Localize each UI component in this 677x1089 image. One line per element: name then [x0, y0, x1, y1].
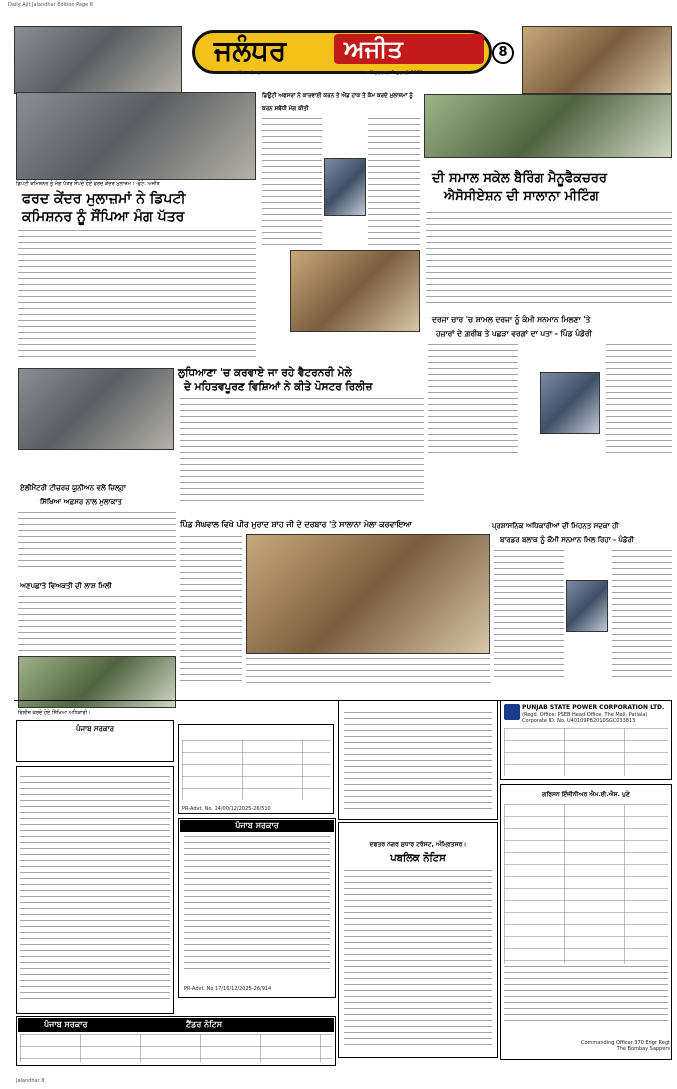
ad-mes-sappers: The Bombay Sappers [616, 1046, 670, 1052]
story6-photo [246, 534, 490, 654]
story8-headline-1: ਪ੍ਰਸ਼ਾਸਨਿਕ ਅਧਿਕਾਰੀਆਂ ਦੀ ਮਿਹਨਤ ਸਦਕਾ ਹੀ [492, 522, 619, 530]
story1-headline-1: ਫਰਦ ਕੇਂਦਰ ਮੁਲਾਜ਼ਮਾਂ ਨੇ ਡਿਪਟੀ [22, 191, 186, 207]
story2-portrait [324, 158, 366, 216]
story1-caption: ਡਿਪਟੀ ਕਮਿਸ਼ਨਰ ਨੂੰ ਮੰਗ ਪੱਤਰ ਸੌਂਪਦੇ ਹੋਏ ਫਰਦ ਕੇਂਦਰ ਮੁਲਾਜ਼ਮ। -ਫੋਟੋ: ਅਜੀਤ [16, 181, 160, 187]
pspcl-logo [504, 704, 520, 720]
ad-middle-body [344, 712, 492, 812]
ad-mes-commanding: Commanding Officer 370 Engr Regt [581, 1040, 670, 1046]
story7-headline-1: ਦਰਜਾ ਚਾਰ 'ਚ ਸ਼ਾਮਲ ਦਰਜਾ ਨੂੰ ਕੰਮੀ ਸਨਮਾਨ ਮਿਲਣਾ 'ਤੇ [432, 315, 591, 324]
story6-body-2 [246, 658, 490, 688]
story4-photo [290, 250, 420, 332]
ad-left-tender-body [20, 776, 170, 1004]
story8-headline-2: ਬਾਰਡਰ ਬਲਾਕ ਨੂੰ ਕੌਮੀ ਸਨਮਾਨ ਮਿਲ ਰਿਹਾ - ਪੰਡੋਰੀ [500, 536, 634, 544]
pspcl-table [504, 728, 668, 776]
story7-body-right [606, 344, 672, 454]
pspcl-sub: (Regd. Office: PSEB Head Office, The Mall, Patiala) [522, 712, 648, 718]
bottom-strip: Jalandhar 8 [16, 1078, 45, 1084]
top-strip: Daily Ajit Jalandhar Edition Page 8 [8, 2, 93, 8]
masthead-photo-left [14, 26, 182, 94]
story2-headline-1: ਡਿਊਟੀ ਅਫਸਰਾਂ ਨੇ ਕਾਰਵਾਈ ਕਰਨ ਤੇ ਐਡ ਹਾਕ ਤੇ ਕੰਮ ਕਰਦੇ ਮੁਲਾਜ਼ਮਾਂ ਨੂੰ [262, 93, 413, 99]
story6-headline: ਪਿੰਡ ਸੰਘਵਾਲ ਵਿਖੇ ਪੀਰ ਮੁਰਾਦ ਸ਼ਾਹ ਜੀ ਦੇ ਦਰਬਾਰ 'ਤੇ ਸਾਲਾਨਾ ਮੇਲਾ ਕਰਵਾਇਆ [180, 520, 412, 529]
ad-bottom-tender-table [20, 1034, 332, 1062]
story5-headline-1: ਏਲੀਮੈਂਟਰੀ ਟੀਚਰਜ਼ ਯੂਨੀਅਨ ਵਲੋਂ ਜ਼ਿਲ੍ਹਾ [20, 484, 126, 492]
story1-body [18, 230, 256, 360]
story4-headline-1: ਲੁਧਿਆਣਾ 'ਚ ਕਰਵਾਏ ਜਾ ਰਹੇ ਵੈਟਰਨਰੀ ਮੇਲੇ [178, 367, 352, 379]
story7-body [428, 344, 518, 454]
ad-punjab-sarkar-body [184, 836, 330, 974]
masthead-photo-right [522, 26, 672, 94]
story8-portrait [566, 580, 608, 632]
ad-bottom-tender-left: ਪੰਜਾਬ ਸਰਕਾਰ [44, 1020, 88, 1029]
masthead-title-left: ਜਲੰਧਰ [214, 34, 287, 67]
ad-left-small-title: ਪੰਜਾਬ ਸਰਕਾਰ [75, 725, 114, 733]
masthead-title-right: ਅਜੀਤ [344, 35, 403, 63]
story3-headline-1: ਦੀ ਸਮਾਲ ਸਕੇਲ ਬੈਰਿੰਗ ਮੈਨੂਫੈਕਚਰਰ [432, 171, 607, 186]
story8-body-right [612, 550, 672, 680]
ad-bottom-tender-right: ਟੈਂਡਰ ਨੋਟਿਸ [186, 1020, 223, 1029]
story5-photo [18, 368, 174, 450]
ad-mes-notes [504, 966, 668, 1026]
ad-middle-left-code: PR-Advt. No. 14/00/12/2025-26/510 [182, 806, 271, 812]
ad-public-notice-title: ਪਬਲਿਕ ਨੋਟਿਸ [390, 853, 446, 864]
pspcl-cin: Corporate ID. No. U40109PB2010SGC033813 [522, 718, 636, 724]
ad-punjab-sarkar-code: PR-Advt. No 17/16/12/2025-26/914 [184, 986, 272, 992]
story4-body [180, 398, 424, 502]
ad-public-notice-body [344, 870, 492, 1050]
masthead-date: ਸ਼ਨਿੱਚਰਵਾਰ, 5 ਜੁਲਾਈ 2025 [366, 70, 424, 76]
story5-headline-2: ਸਿੱਖਿਆ ਅਫ਼ਸਰ ਨਾਲ ਮੁਲਾਕਾਤ [40, 498, 122, 506]
ad-mes-table [504, 804, 668, 964]
story2-body-left [262, 118, 322, 246]
story3-photo [424, 94, 672, 158]
ad-punjab-sarkar-title: ਪੰਜਾਬ ਸਰਕਾਰ [235, 821, 279, 830]
ad-public-notice-dptr: ਦਫਤਰ ਨਗਰ ਸੁਧਾਰ ਟਰੱਸਟ, ਅੰਮ੍ਰਿਤਸਰ। [369, 841, 467, 848]
page-number: 8 [498, 45, 508, 60]
story7-headline-2: ਹਜ਼ਾਰਾਂ ਦੇ ਗ਼ਰੀਬ ਤੇ ਪਛੜਾ ਵਰਗਾਂ ਦਾ ਪਤਾ - ਪਿੰਡ ਪੰਡੋਰੀ [436, 329, 592, 338]
story3-headline-2: ਐਸੋਸੀਏਸ਼ਨ ਦੀ ਸਾਲਾਨਾ ਮੀਟਿੰਗ [444, 189, 599, 204]
story9-headline: ਅਣਪਛਾਤੇ ਵਿਅਕਤੀ ਦੀ ਲਾਸ਼ ਮਿਲੀ [20, 582, 112, 590]
ad-mes-title: ਗਰਿਸਨ ਇੰਜੀਨੀਅਰ ਐਮ.ਈ.ਐਸ. ਪੁਣੇ [542, 791, 630, 798]
story6-body [180, 536, 242, 686]
story7-portrait [540, 372, 600, 434]
story2-body-right [368, 118, 420, 246]
story1-photo [16, 92, 256, 180]
pspcl-name: PUNJAB STATE POWER CORPORATION LTD. [522, 704, 665, 711]
story4-headline-2: ਦੇ ਮਹਿਤਵਪੂਰਣ ਵਿਸ਼ਿਆਂ ਨੇ ਕੀਤੇ ਪੋਸਟਰ ਰਿਲੀਜ਼ [184, 381, 373, 393]
story8-body [494, 550, 564, 680]
story9-body [18, 596, 176, 652]
story5-body [18, 512, 176, 572]
ad-middle-left-table [182, 740, 330, 800]
story3-body [426, 212, 672, 308]
story10-caption: ਰਿਲੀਜ਼ ਕਰਦੇ ਹੋਏ ਸਿੱਖਿਆ ਅਧਿਕਾਰੀ। [18, 710, 91, 716]
story1-headline-2: ਕਮਿਸ਼ਨਰ ਨੂੰ ਸੌਂਪਿਆ ਮੰਗ ਪੱਤਰ [22, 209, 185, 225]
story2-headline-2: ਕਰਨ ਸਬੰਧੀ ਮੰਗ ਕੀਤੀ [262, 106, 309, 112]
masthead-sub: ਅਜੀਤ, ਜਲੰਧਰ [232, 70, 261, 76]
